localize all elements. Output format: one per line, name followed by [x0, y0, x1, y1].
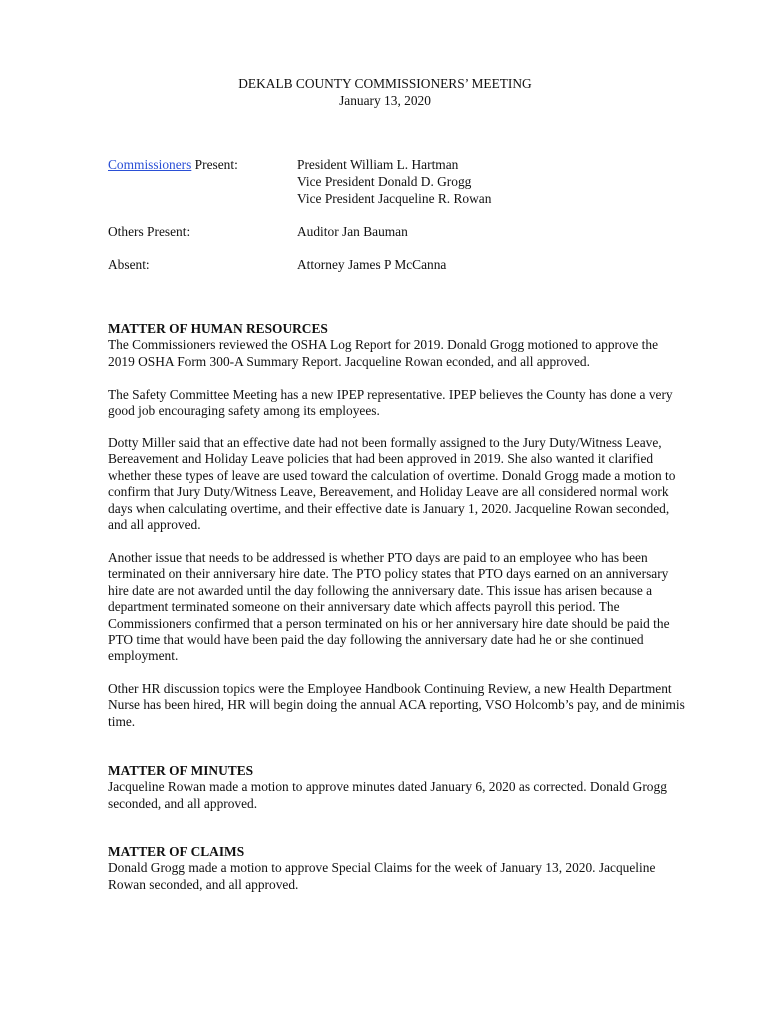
paragraph: Other HR discussion topics were the Employee Handbook Continuing Review, a new Health Department Nurse has been hired, HR will begin doing the annual ACA reporting, VSO Holcomb’s pay, and de minimis time. [108, 681, 685, 729]
section-human-resources [108, 321, 688, 370]
paragraph: Another issue that needs to be addressed is whether PTO days are paid to an employee who has been terminated on their anniversary hire date. The PTO policy states that PTO days earned on an anniversary hire date are not awarded until the day following the anniversary date. This issue has arisen because a department terminated someone on their anniversary date which affects payroll this period. The Commissioners confirmed that a person terminated on his or her anniversary hire date should be paid the PTO time that would have been paid the day following the anniversary date had he or she continued employment. [108, 550, 670, 664]
commissioners-list [297, 156, 491, 207]
section-minutes [108, 763, 688, 812]
others-present-label: Others Present: [108, 224, 191, 239]
paragraph: Jacqueline Rowan made a motion to approve minutes dated January 6, 2020 as corrected. Donald Grogg seconded, and all approved. [108, 779, 667, 811]
others-present-name: Auditor Jan Bauman [297, 224, 408, 239]
paragraph: Dotty Miller said that an effective date had not been formally assigned to the Jury Duty/Witness Leave, Bereavement and Holiday Leave policies that had been approved in 2019. She also wanted it clarified whether these types of leave are used toward the calculation of overtime. Donald Grogg made a motion to confirm that Jury Duty/Witness Leave, Bereavement, and Holiday Leave are all considered normal work days when calculating overtime, and their effective date is January 1, 2020. Jacqueline Rowan seconded, and all approved. [108, 435, 676, 533]
document-title: DEKALB COUNTY COMMISSIONERS’ MEETING [238, 76, 532, 91]
section-claims [108, 844, 688, 893]
paragraph: The Safety Committee Meeting has a new IPEP representative. IPEP believes the County has done a very good job encouraging safety among its employees. [108, 387, 673, 419]
commissioner-name: Vice President Donald D. Grogg [297, 174, 472, 189]
present-label-text: Present: [191, 157, 238, 172]
commissioners-present-label [108, 156, 238, 173]
hr-paragraph-other [108, 681, 688, 730]
section-heading: MATTER OF CLAIMS [108, 844, 245, 859]
commissioner-name: President William L. Hartman [297, 157, 459, 172]
commissioner-name: Vice President Jacqueline R. Rowan [297, 191, 492, 206]
commissioners-link[interactable]: Commissioners [108, 157, 192, 172]
paragraph: The Commissioners reviewed the OSHA Log Report for 2019. Donald Grogg motioned to approve the 2019 OSHA Form 300-A Summary Report. Jacqueline Rowan econded, and all approved. [108, 337, 659, 369]
hr-paragraph-pto [108, 550, 688, 665]
hr-paragraph-safety [108, 387, 688, 420]
section-heading: MATTER OF HUMAN RESOURCES [108, 321, 328, 336]
absent-label: Absent: [108, 257, 150, 272]
section-heading: MATTER OF MINUTES [108, 763, 254, 778]
paragraph: Donald Grogg made a motion to approve Special Claims for the week of January 13, 2020. Jacqueline Rowan seconded, and all approved. [108, 860, 656, 892]
meeting-date: January 13, 2020 [339, 93, 431, 108]
hr-paragraph-leave [108, 435, 688, 533]
absent-name: Attorney James P McCanna [297, 257, 447, 272]
